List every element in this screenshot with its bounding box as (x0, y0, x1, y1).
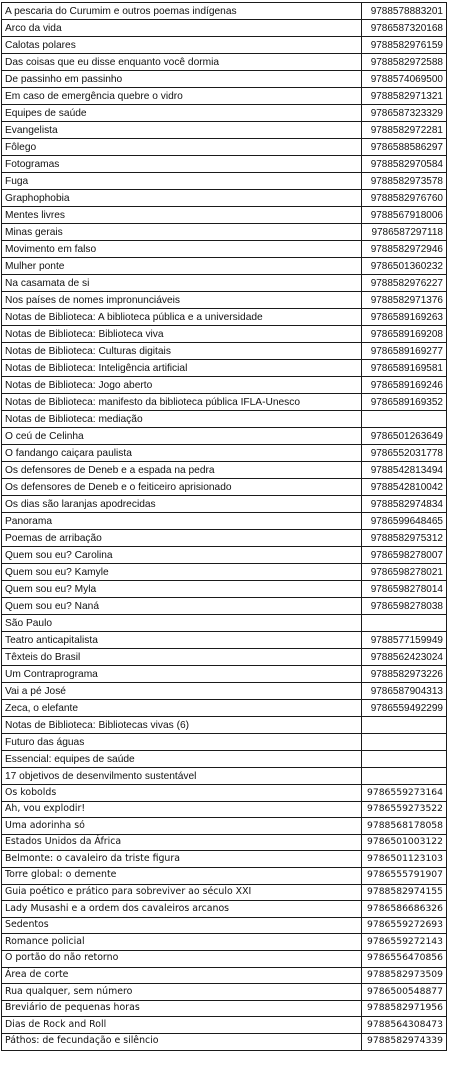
table-row (2, 513, 447, 530)
title-cell: Sedentos (2, 917, 362, 934)
table-row (2, 934, 447, 951)
isbn-cell: 9786589169208 (362, 326, 447, 343)
isbn-cell: 9788582976227 (362, 275, 447, 292)
table-row (2, 241, 447, 258)
title-cell: Arco da vida (2, 20, 362, 37)
title-cell: Quem sou eu? Naná (2, 598, 362, 615)
title-cell: Minas gerais (2, 224, 362, 241)
table-row (2, 428, 447, 445)
table-row (2, 564, 447, 581)
title-cell: O portão do não retorno (2, 950, 362, 967)
isbn-cell: 9788574069500 (362, 71, 447, 88)
isbn-cell: 9788562423024 (362, 649, 447, 666)
table-row (2, 734, 447, 751)
title-cell: Nos países de nomes impronunciáveis (2, 292, 362, 309)
table-row (2, 190, 447, 207)
table-row (2, 207, 447, 224)
title-cell: Uma adorinha só (2, 818, 362, 835)
title-cell: Notas de Biblioteca: mediação (2, 411, 362, 428)
table-row (2, 462, 447, 479)
title-cell: Vai a pé José (2, 683, 362, 700)
table-row (2, 615, 447, 632)
table-row (2, 309, 447, 326)
table-row (2, 632, 447, 649)
isbn-cell: 9788577159949 (362, 632, 447, 649)
title-cell: Têxteis do Brasil (2, 649, 362, 666)
title-cell: De passinho em passinho (2, 71, 362, 88)
title-cell: Lady Musashi e a ordem dos cavaleiros arcanos (2, 901, 362, 918)
table-row (2, 967, 447, 984)
title-cell: Mentes livres (2, 207, 362, 224)
table-row (2, 326, 447, 343)
title-cell: Breviário de pequenas horas (2, 1000, 362, 1017)
table-row (2, 258, 447, 275)
isbn-cell (362, 768, 447, 785)
title-cell: Dias de Rock and Roll (2, 1017, 362, 1034)
isbn-cell: 9786587904313 (362, 683, 447, 700)
title-cell: Quem sou eu? Myla (2, 581, 362, 598)
title-cell: Rua qualquer, sem número (2, 984, 362, 1001)
isbn-cell: 9788582972946 (362, 241, 447, 258)
title-cell: Notas de Biblioteca: Bibliotecas vivas (6) (2, 717, 362, 734)
title-cell: Quem sou eu? Carolina (2, 547, 362, 564)
isbn-cell: 9786501263649 (362, 428, 447, 445)
title-cell: Romance policial (2, 934, 362, 951)
isbn-cell: 9788578883201 (362, 3, 447, 20)
title-cell: São Paulo (2, 615, 362, 632)
table-row (2, 851, 447, 868)
table-row (2, 156, 447, 173)
title-cell: Um Contraprograma (2, 666, 362, 683)
isbn-cell (362, 615, 447, 632)
isbn-cell: 9788582971956 (362, 1000, 447, 1017)
table-row (2, 751, 447, 768)
isbn-cell: 9788582973509 (362, 967, 447, 984)
title-cell: Fotogramas (2, 156, 362, 173)
table-row (2, 173, 447, 190)
table-row (2, 649, 447, 666)
table-row (2, 901, 447, 918)
table-row (2, 598, 447, 615)
title-cell: O fandango caiçara paulista (2, 445, 362, 462)
isbn-cell: 9786589169352 (362, 394, 447, 411)
book-isbn-table (1, 2, 447, 1051)
title-cell: Zeca, o elefante (2, 700, 362, 717)
isbn-cell: 9786589169263 (362, 309, 447, 326)
table-row (2, 479, 447, 496)
isbn-cell: 9788542810042 (362, 479, 447, 496)
title-cell: Evangelista (2, 122, 362, 139)
isbn-cell: 9786500548877 (362, 984, 447, 1001)
table-row (2, 3, 447, 20)
title-cell: Área de corte (2, 967, 362, 984)
table-row (2, 547, 447, 564)
table-row (2, 984, 447, 1001)
isbn-cell: 9788568178058 (362, 818, 447, 835)
title-cell: 17 objetivos de desenvilmento sustentável (2, 768, 362, 785)
isbn-cell: 9786587323329 (362, 105, 447, 122)
table-row (2, 581, 447, 598)
isbn-cell: 9786501123103 (362, 851, 447, 868)
table-row (2, 950, 447, 967)
title-cell: Mulher ponte (2, 258, 362, 275)
isbn-cell: 9786598278014 (362, 581, 447, 598)
title-cell: A pescaria do Curumim e outros poemas indígenas (2, 3, 362, 20)
table-row (2, 377, 447, 394)
title-cell: Das coisas que eu disse enquanto você dormia (2, 54, 362, 71)
title-cell: Na casamata de si (2, 275, 362, 292)
title-cell: Notas de Biblioteca: Inteligência artificial (2, 360, 362, 377)
table-row (2, 530, 447, 547)
table-row (2, 834, 447, 851)
table-row (2, 394, 447, 411)
isbn-cell: 9786586686326 (362, 901, 447, 918)
isbn-cell: 9786598278038 (362, 598, 447, 615)
title-cell: Poemas de arribação (2, 530, 362, 547)
isbn-cell: 9786559273164 (362, 785, 447, 802)
title-cell: Ah, vou explodir! (2, 801, 362, 818)
isbn-cell: 9788582971376 (362, 292, 447, 309)
title-cell: Futuro das águas (2, 734, 362, 751)
table-row (2, 105, 447, 122)
title-cell: Os defensores de Deneb e a espada na pedra (2, 462, 362, 479)
isbn-cell: 9786552031778 (362, 445, 447, 462)
isbn-cell (362, 734, 447, 751)
title-cell: Torre global: o demente (2, 867, 362, 884)
isbn-cell (362, 717, 447, 734)
isbn-cell: 9788582972588 (362, 54, 447, 71)
title-cell: Notas de Biblioteca: A biblioteca pública e a universidade (2, 309, 362, 326)
table-row (2, 88, 447, 105)
title-cell: Fôlego (2, 139, 362, 156)
table-row (2, 445, 447, 462)
isbn-cell: 9786559272143 (362, 934, 447, 951)
table-row (2, 818, 447, 835)
title-cell: Movimento em falso (2, 241, 362, 258)
table-row (2, 411, 447, 428)
title-cell: Páthos: de fecundação e silêncio (2, 1033, 362, 1050)
title-cell: Notas de Biblioteca: manifesto da biblioteca pública IFLA-Unesco (2, 394, 362, 411)
isbn-cell (362, 411, 447, 428)
isbn-cell: 9788564308473 (362, 1017, 447, 1034)
table-body (2, 3, 447, 1051)
title-cell: Teatro anticapitalista (2, 632, 362, 649)
isbn-cell: 9788582973226 (362, 666, 447, 683)
isbn-cell: 9786588586297 (362, 139, 447, 156)
isbn-cell: 9788582976760 (362, 190, 447, 207)
table-row (2, 884, 447, 901)
isbn-cell: 9786501003122 (362, 834, 447, 851)
title-cell: Panorama (2, 513, 362, 530)
table-row (2, 292, 447, 309)
title-cell: O ceú de Celinha (2, 428, 362, 445)
isbn-cell: 9788582972281 (362, 122, 447, 139)
title-cell: Notas de Biblioteca: Jogo aberto (2, 377, 362, 394)
isbn-cell: 9788582970584 (362, 156, 447, 173)
table-row (2, 71, 447, 88)
isbn-cell: 9786559273522 (362, 801, 447, 818)
isbn-cell: 9786587320168 (362, 20, 447, 37)
isbn-cell: 9788582976159 (362, 37, 447, 54)
title-cell: Calotas polares (2, 37, 362, 54)
isbn-cell: 9786589169581 (362, 360, 447, 377)
table-row (2, 666, 447, 683)
table-row (2, 496, 447, 513)
isbn-cell: 9786589169246 (362, 377, 447, 394)
title-cell: Guia poético e prático para sobreviver ao século XXI (2, 884, 362, 901)
title-cell: Em caso de emergência quebre o vidro (2, 88, 362, 105)
title-cell: Notas de Biblioteca: Biblioteca viva (2, 326, 362, 343)
table-row (2, 683, 447, 700)
isbn-cell: 9786555791907 (362, 867, 447, 884)
title-cell: Notas de Biblioteca: Culturas digitais (2, 343, 362, 360)
isbn-cell: 9788542813494 (362, 462, 447, 479)
table-row (2, 37, 447, 54)
title-cell: Os defensores de Deneb e o feiticeiro aprisionado (2, 479, 362, 496)
title-cell: Fuga (2, 173, 362, 190)
table-row (2, 343, 447, 360)
isbn-cell: 9788582974155 (362, 884, 447, 901)
table-row (2, 360, 447, 377)
table-row (2, 275, 447, 292)
table-row (2, 1017, 447, 1034)
isbn-cell: 9788567918006 (362, 207, 447, 224)
isbn-cell: 9788582971321 (362, 88, 447, 105)
table-row (2, 139, 447, 156)
table-row (2, 54, 447, 71)
isbn-cell: 9786599648465 (362, 513, 447, 530)
isbn-cell: 9786598278007 (362, 547, 447, 564)
table-row (2, 224, 447, 241)
title-cell: Essencial: equipes de saúde (2, 751, 362, 768)
isbn-cell: 9786559272693 (362, 917, 447, 934)
table-row (2, 801, 447, 818)
title-cell: Graphophobia (2, 190, 362, 207)
table-row (2, 1000, 447, 1017)
table-row (2, 917, 447, 934)
isbn-cell: 9786587297118 (362, 224, 447, 241)
isbn-cell: 9786589169277 (362, 343, 447, 360)
table-row (2, 867, 447, 884)
title-cell: Equipes de saúde (2, 105, 362, 122)
isbn-cell: 9788582974834 (362, 496, 447, 513)
isbn-cell: 9788582975312 (362, 530, 447, 547)
table-row (2, 717, 447, 734)
table-row (2, 700, 447, 717)
table-row (2, 785, 447, 802)
isbn-cell: 9786598278021 (362, 564, 447, 581)
isbn-cell: 9788582973578 (362, 173, 447, 190)
title-cell: Quem sou eu? Kamyle (2, 564, 362, 581)
isbn-cell: 9788582974339 (362, 1033, 447, 1050)
title-cell: Estados Unidos da África (2, 834, 362, 851)
isbn-cell: 9786501360232 (362, 258, 447, 275)
title-cell: Os kobolds (2, 785, 362, 802)
table-row (2, 20, 447, 37)
isbn-cell (362, 751, 447, 768)
table-row (2, 122, 447, 139)
isbn-cell: 9786556470856 (362, 950, 447, 967)
table-row (2, 1033, 447, 1050)
isbn-cell: 9786559492299 (362, 700, 447, 717)
title-cell: Os dias são laranjas apodrecidas (2, 496, 362, 513)
table-row (2, 768, 447, 785)
title-cell: Belmonte: o cavaleiro da triste figura (2, 851, 362, 868)
